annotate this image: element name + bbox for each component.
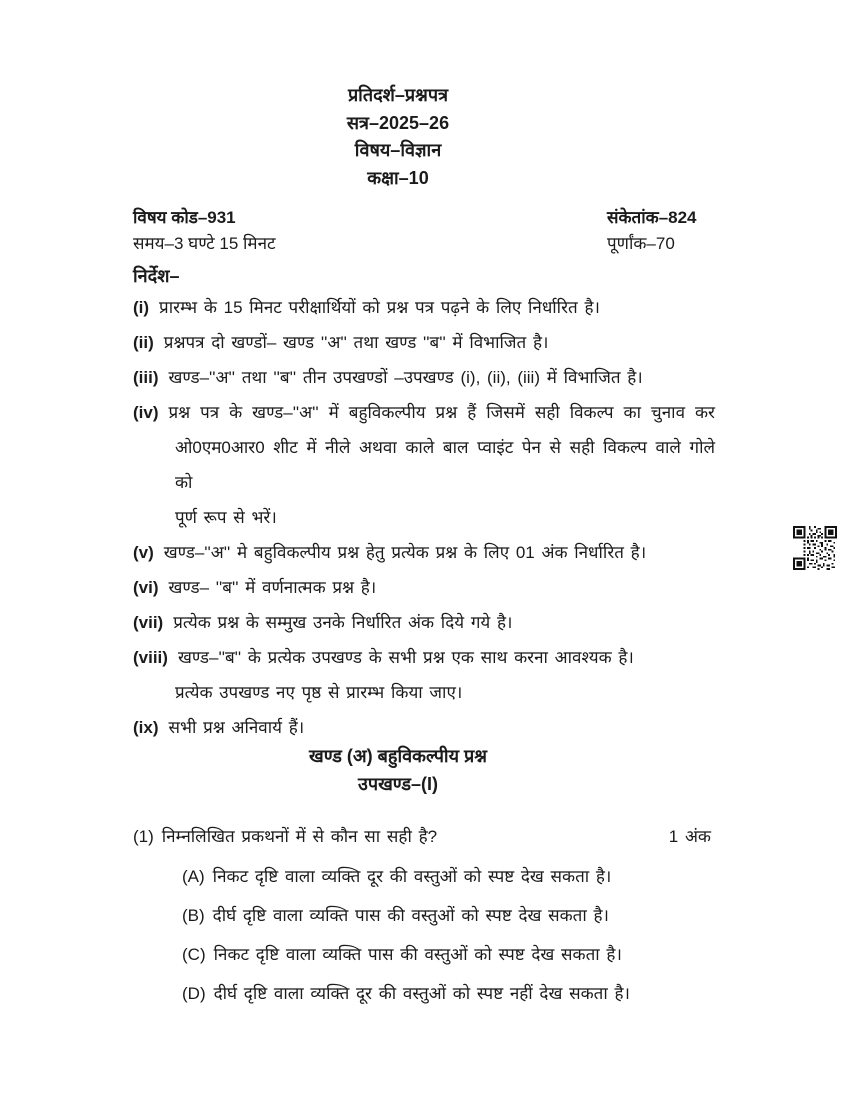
question-text-wrap [133,826,437,848]
instruction-item [133,640,715,710]
paper-subject: विषय–विज्ञान [354,140,442,160]
qr-code [792,526,838,570]
instruction-marker: (viii) [133,648,168,667]
instruction-text: खण्ड– ''ब'' में वर्णनात्मक प्रश्न है। [168,578,377,597]
instruction-item [133,710,715,745]
question-row [133,826,711,848]
instruction-text: प्रत्येक प्रश्न के सम्मुख उनके निर्धारित अंक दिये गये है। [173,613,513,632]
option-text: दीर्घ दृष्टि वाला व्यक्ति पास की वस्तुओं को स्पष्ट देख सकता है। [212,906,609,925]
instruction-item [133,290,715,325]
paper-class: कक्षा–10 [367,167,429,188]
instruction-line: पूर्ण रूप से भरें। [175,508,277,527]
instruction-marker: (v) [133,543,154,562]
meta-left [133,205,810,257]
instruction-line: ओ0एम0आर0 शीट में नीले अथवा काले बाल प्वाइंट पेन से सही विकल्प वाले गोले को [175,438,715,492]
option-label: (A) [182,867,205,886]
option-text: निकट दृष्टि वाला व्यक्ति पास की वस्तुओं को स्पष्ट देख सकता है। [213,945,622,964]
question-marks: 1 अंक [668,827,711,846]
instructions-heading: निर्देश– [133,266,180,286]
instructions-list [133,290,715,745]
instruction-item [133,325,715,360]
instruction-item [133,605,715,640]
meta-right [607,205,697,257]
time-allowed: समय–3 घण्टे 15 मिनट [133,234,276,253]
max-marks: पूर्णांक–70 [607,234,675,253]
instruction-marker: (i) [133,298,150,317]
question-text: निम्नलिखित प्रकथनों में से कौन सा सही है? [161,827,438,846]
instruction-line [133,640,715,675]
instruction-text: खण्ड–''ब'' के प्रत्येक उपखण्ड के सभी प्रश्न एक साथ करना आवश्यक है। [177,648,634,667]
option-text: दीर्घ दृष्टि वाला व्यक्ति दूर की वस्तुओं को स्पष्ट नहीं देख सकता है। [213,984,630,1003]
instruction-marker: (iv) [133,403,159,422]
instruction-text: प्रारम्भ के 15 मिनट परीक्षार्थियों को प्रश्न पत्र पढ़ने के लिए निर्धारित है। [159,298,600,317]
instruction-text: प्रश्नपत्र दो खण्डों– खण्ड ''अ'' तथा खण्ड ''ब'' में विभाजित है। [163,333,549,352]
instruction-marker: (ii) [133,333,154,352]
option-c [182,944,711,966]
option-label: (B) [182,906,205,925]
instruction-line: प्रत्येक उपखण्ड नए पृष्ठ से प्रारम्भ किया जाए। [175,683,463,702]
subject-code: विषय कोड–931 [133,208,236,227]
instruction-marker: (ix) [133,718,159,737]
instruction-text: खण्ड–''अ'' तथा ''ब'' तीन उपखण्डों –उपखण्ड (i), (ii), (iii) में विभाजित है। [168,368,643,387]
paper-session: सत्र–2025–26 [346,112,450,133]
options-list [133,866,711,1005]
instruction-line [133,395,715,430]
option-a [182,866,711,888]
instruction-item [133,360,715,395]
paper-title: प्रतिदर्श–प्रश्नपत्र [347,85,449,105]
instruction-item [133,395,715,535]
paper-header [0,82,796,192]
section-subtitle: उपखण्ड–(I) [358,774,438,794]
paper-code: संकेतांक–824 [607,208,697,227]
instruction-text: प्रश्न पत्र के खण्ड–''अ'' में बहुविकल्पीय प्रश्न हैं जिसमें सही विकल्प का चुनाव कर [168,403,715,422]
instruction-item [133,570,715,605]
instruction-marker: (vi) [133,578,159,597]
instruction-text: खण्ड–''अ'' मे बहुविकल्पीय प्रश्न हेतु प्रत्येक प्रश्न के लिए 01 अंक निर्धारित है। [163,543,647,562]
section-title: खण्ड (अ) बहुविकल्पीय प्रश्न [309,746,487,766]
section-heading [0,742,796,798]
paper-meta [133,205,810,257]
question-1 [133,826,711,1022]
instruction-marker: (vii) [133,613,164,632]
instruction-text: सभी प्रश्न अनिवार्य हैं। [168,718,305,737]
option-label: (C) [182,945,206,964]
option-d [182,983,711,1005]
instruction-marker: (iii) [133,368,159,387]
option-text: निकट दृष्टि वाला व्यक्ति दूर की वस्तुओं को स्पष्ट देख सकता है। [212,867,612,886]
instruction-item [133,535,715,570]
question-number: (1) [133,827,154,846]
option-b [182,905,711,927]
option-label: (D) [182,984,206,1003]
